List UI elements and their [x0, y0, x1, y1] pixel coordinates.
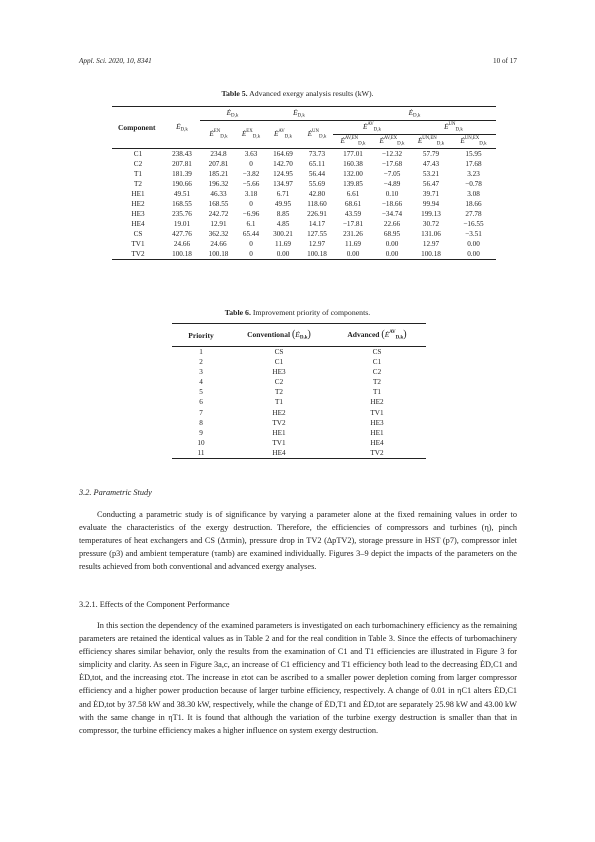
table6-row [172, 347, 426, 357]
table5-component-cell: C2 [133, 160, 143, 168]
table6-advanced-cell: TV2 [370, 448, 384, 457]
table6-conventional-cell: TV1 [272, 438, 286, 447]
table5-value-cell: 0 [249, 240, 253, 248]
table6-priority-cell: 4 [199, 378, 203, 387]
table5-value-cell: 127.55 [307, 230, 327, 238]
table6-advanced-cell: HE1 [370, 428, 384, 437]
table5-value-cell: 3.08 [467, 190, 480, 198]
table5-value-cell: 68.95 [383, 230, 401, 238]
table6-priority-cell: 2 [199, 358, 203, 367]
table5-value-cell: 14.17 [308, 220, 326, 228]
table6-conventional-cell: CS [274, 348, 284, 356]
table5-value-cell: 4.85 [276, 220, 290, 228]
table6-conventional-cell: TV2 [272, 418, 286, 427]
table5-value-cell: 6.71 [276, 190, 290, 198]
table6-row [172, 377, 426, 387]
table5-value-cell: 196.32 [208, 180, 229, 188]
table5-value-cell: 362.32 [208, 230, 229, 238]
table5-component-cell: TV2 [131, 250, 145, 258]
table5-value-cell: 56.47 [422, 180, 440, 188]
table5-header-en: $Ė^{EN}_{D,k}$ [209, 129, 228, 140]
table5-value-cell: 49.51 [173, 190, 191, 198]
table5-component-header: Component [118, 123, 156, 132]
table5-value-cell: 3.18 [244, 190, 258, 198]
table5-value-cell: 242.72 [208, 210, 229, 218]
table5-row [112, 209, 496, 219]
table5-value-cell: 132.00 [343, 170, 363, 178]
table5-header-un: $Ė^{UN}_{D,k}$ [307, 129, 327, 140]
table6-priority-cell: 6 [199, 398, 203, 407]
table5-value-cell: −34.74 [381, 210, 403, 218]
table6-advanced-cell: C2 [372, 368, 382, 377]
table5-value-cell: 46.33 [210, 190, 227, 198]
table6-advanced-cell: T1 [373, 388, 381, 397]
table5-row [112, 189, 496, 199]
table5-value-cell: 47.43 [422, 160, 440, 168]
table6-advanced-cell: TV1 [370, 408, 384, 417]
table5-row [112, 229, 496, 239]
table5-value-cell: 12.97 [308, 240, 326, 248]
table5-caption-text: Advanced exergy analysis results (kW). [249, 89, 374, 98]
table6-priority-header: Priority [188, 330, 214, 340]
table5-value-cell: 6.1 [246, 220, 256, 228]
table5-value-cell: 118.60 [307, 200, 327, 208]
table6-row [172, 408, 426, 418]
table5-value-cell: −4.89 [383, 180, 401, 188]
table6-conventional-cell: HE4 [272, 448, 286, 457]
table5-value-cell: 99.94 [422, 200, 440, 208]
table6-row [172, 428, 426, 438]
table6-conventional-label: Conventional [247, 330, 291, 340]
table5-component-cell: HE1 [131, 190, 145, 198]
table5-value-cell: 131.06 [421, 230, 441, 238]
table6-conventional-cell: C2 [274, 378, 284, 387]
table5-component-cell: CS [133, 230, 143, 238]
table5-row [112, 199, 496, 209]
table5-value-cell: 199.13 [421, 210, 441, 218]
table5-value-cell: 12.97 [422, 240, 440, 248]
table5-header-av-en: $Ė^{AV,EN}_{D,k}$ [340, 136, 366, 147]
table5-component-cell: HE2 [131, 200, 145, 208]
table5-value-cell: 53.21 [422, 170, 440, 178]
table5-value-cell: 168.55 [208, 200, 229, 208]
table5-value-cell: 73.73 [308, 150, 326, 158]
table5-value-cell: −17.81 [342, 220, 364, 228]
table5-value-cell: 160.38 [343, 160, 363, 168]
table6-conventional-cell: T1 [275, 398, 283, 407]
table5-value-cell: 24.66 [173, 240, 191, 248]
table5-value-cell: −0.78 [465, 180, 482, 188]
table6-row [172, 397, 426, 407]
table5-value-cell: 65.44 [242, 230, 260, 238]
table5-caption-label: Table 5. [221, 89, 248, 98]
table6-priority-cell: 9 [199, 428, 203, 437]
table5-component-cell: T2 [134, 180, 142, 188]
table6-advanced-cell: T2 [373, 378, 381, 387]
table6-row [172, 367, 426, 377]
table5-value-cell: 27.78 [465, 210, 482, 218]
table5-component-cell: TV1 [131, 240, 145, 248]
table6-conventional-cell: HE1 [272, 428, 286, 437]
table5-value-cell: 134.97 [273, 180, 293, 188]
table5-value-cell: 17.68 [465, 160, 482, 168]
table5-value-cell: 207.81 [208, 160, 229, 168]
table5-value-cell: 42.80 [308, 190, 326, 198]
table5-value-cell: 300.21 [273, 230, 293, 238]
table6-advanced-header: Advanced $(Ė^{AV}_{D,k})$ [347, 329, 407, 341]
table5-value-cell: 30.72 [422, 220, 440, 228]
table5-value-cell: 226.91 [307, 210, 327, 218]
journal-citation: Appl. Sci. 2020, 10, 8341 [79, 57, 152, 65]
table6-caption-label: Table 6. [224, 308, 251, 317]
table5-header-un-ex: $Ė^{UN,EX}_{D,k}$ [460, 136, 487, 147]
table5-value-cell: 100.18 [307, 250, 327, 258]
table5-value-cell: 11.69 [275, 240, 291, 248]
table5-value-cell: 0.10 [385, 190, 399, 198]
table5-value-cell: 56.44 [308, 170, 326, 178]
table5-value-cell: 427.76 [172, 230, 192, 238]
table6-conventional-cell: HE2 [272, 408, 286, 417]
table5-value-cell: 0.00 [276, 250, 290, 258]
table6-row [172, 387, 426, 397]
table5-value-cell: 19.01 [173, 220, 191, 228]
table5-value-cell: 8.85 [276, 210, 290, 218]
advanced-exergy-table [112, 106, 496, 260]
table6-advanced-cell: HE4 [370, 438, 384, 447]
table5-component-cell: HE3 [131, 210, 145, 218]
table6-advanced-label: Advanced [347, 330, 380, 340]
table5-value-cell: 234.8 [210, 150, 227, 158]
table5-value-cell: −6.96 [242, 210, 260, 218]
table5-value-cell: −3.51 [465, 230, 482, 238]
table5-value-cell: 164.69 [273, 150, 293, 158]
table5-header-ex: $Ė^{EX}_{D,k}$ [241, 129, 261, 140]
table5-value-cell: 68.61 [344, 200, 362, 208]
table5-component-cell: HE4 [131, 220, 145, 228]
table5-value-cell: 238.43 [172, 150, 192, 158]
table6-priority-cell: 1 [199, 348, 203, 356]
table5-header-av-ex: $Ė^{AV,EX}_{D,k}$ [379, 136, 405, 147]
table5-value-cell: 185.21 [208, 170, 229, 178]
table5-value-cell: 11.69 [345, 240, 361, 248]
table5-value-cell: 3.63 [244, 150, 258, 158]
table5-value-cell: 181.39 [172, 170, 192, 178]
table6-advanced-cell: HE3 [370, 418, 384, 427]
table5-component-cell: C1 [133, 150, 143, 158]
table5-component-cell: T1 [134, 170, 142, 178]
table5-value-cell: 3.23 [467, 170, 480, 178]
table6-row [172, 448, 426, 459]
table5-value-cell: 49.95 [274, 200, 292, 208]
paragraph-component-performance: In this section the dependency of the examined parameters is investigated on each turbomachinery efficiency as the remaining parameters are retained the identical values as in Table 2 and for the real condition in Table 3. Since the effects of turbomachinery efficiency shares similar behavior, only the results from the examination of C1 and T1 efficiencies are illustrated in Figure 3 for simplicity and clarity. As seen in Figure 3a,c, an increase of C1 efficiency and T1 efficiency both lead to the decreasing ĖD,C1 and ĖD,tot, and the increasing εtot. The increase in εtot can be ascribed to a smaller power depletion coming from larger compressor efficiency and a higher power production because of larger turbine efficiency, respectively. A change of 0.01 in ηC1 alters ĖD,C1 and ĖD,tot by 37.58 kW and 38.30 kW, respectively, while the change of ĖD,T1 and ĖD,tot are separately 25.98 kW and 43.00 kW with the same change in ηT1. It is found that although the variation of the turbine exergy destruction is smaller than that in compressor, the turbine efficiency makes a higher influence on system exergy destruction. [79, 621, 517, 735]
table5-value-cell: 235.76 [172, 210, 192, 218]
table5-header-group-ed-en-ex: $Ė_{D,k}$ [200, 107, 265, 121]
table5-value-cell: 0.00 [346, 250, 360, 258]
page-number: 10 of 17 [493, 57, 517, 65]
table5-value-cell: 57.79 [422, 150, 440, 158]
table6-caption [0, 308, 595, 317]
table6-priority-cell: 7 [199, 408, 203, 417]
table5-header-un-en: $Ė^{UN,EN}_{D,k}$ [417, 136, 445, 147]
table5-value-cell: 207.81 [172, 160, 192, 168]
table5-value-cell: −3.82 [242, 170, 260, 178]
table5-value-cell: 0 [249, 250, 253, 258]
table6-conventional-cell: HE3 [272, 368, 286, 377]
table5-row [112, 249, 496, 260]
table5-value-cell: 15.95 [465, 150, 482, 158]
table6-priority-cell: 8 [199, 418, 203, 427]
table6-row [172, 357, 426, 367]
table5-header-group-ed-split: $Ė_{D,k}$ [333, 107, 496, 121]
table6-advanced-cell: HE2 [370, 398, 384, 407]
table5-header-av-group: $Ė^{AV}_{D,k}$ [333, 121, 411, 135]
section-title: 3.2. Parametric Study [79, 488, 152, 497]
table5-value-cell: 100.18 [421, 250, 441, 258]
table5-row [112, 149, 496, 159]
table6-conventional-cell: T2 [275, 388, 283, 397]
table5-value-cell: 43.59 [344, 210, 362, 218]
table6-advanced-cell: C1 [372, 358, 382, 367]
table5-value-cell: 142.70 [273, 160, 293, 168]
table5-value-cell: −12.32 [381, 150, 403, 158]
table5-header-un-group: $Ė^{UN}_{D,k}$ [411, 121, 496, 135]
table5-value-cell: 24.66 [210, 240, 227, 248]
table5-value-cell: −5.66 [242, 180, 260, 188]
table5-value-cell: 0.00 [385, 250, 399, 258]
table5-row [112, 239, 496, 249]
table6-advanced-cell: CS [372, 348, 382, 356]
table6-conventional-header: Conventional $(Ė_{D,k})$ [247, 329, 311, 341]
table5-header-group-ed-av-un: $Ė_{D,k}$ [265, 107, 333, 121]
table5-header-ed: $Ė_{D,k}$ [176, 122, 188, 133]
table6-priority-cell: 5 [199, 388, 203, 397]
table5-value-cell: 12.91 [210, 220, 227, 228]
table5-row [112, 179, 496, 189]
improvement-priority-table [172, 323, 426, 459]
table5-value-cell: 190.66 [172, 180, 192, 188]
table5-row [112, 169, 496, 179]
table5-value-cell: 100.18 [208, 250, 229, 258]
table5-value-cell: 0.00 [467, 240, 480, 248]
table5-row [112, 219, 496, 229]
table5-caption [0, 89, 595, 98]
table5-value-cell: 65.11 [309, 160, 325, 168]
table5-value-cell: 168.55 [172, 200, 192, 208]
table5-value-cell: 6.61 [346, 190, 360, 198]
table5-value-cell: 22.66 [383, 220, 401, 228]
table6-conventional-cell: C1 [274, 358, 284, 367]
table5-header-av: $Ė^{AV}_{D,k}$ [273, 129, 293, 140]
table5-value-cell: 0.00 [467, 250, 480, 258]
table5-value-cell: 39.71 [422, 190, 440, 198]
table5-value-cell: 55.69 [308, 180, 326, 188]
table5-value-cell: 0 [249, 200, 253, 208]
table5-value-cell: 231.26 [343, 230, 363, 238]
table5-value-cell: −7.05 [383, 170, 401, 178]
table5-value-cell: 0.00 [385, 240, 399, 248]
table6-priority-cell: 3 [199, 368, 203, 377]
table6-priority-cell: 10 [197, 438, 205, 447]
table5-value-cell: 0 [249, 160, 253, 168]
subsection-title: 3.2.1. Effects of the Component Performance [79, 600, 230, 609]
table5-value-cell: 139.85 [343, 180, 363, 188]
table6-caption-text: Improvement priority of components. [252, 308, 371, 317]
table6-row [172, 418, 426, 428]
table5-value-cell: 124.95 [273, 170, 293, 178]
table6-priority-cell: 11 [197, 448, 205, 457]
table5-value-cell: 18.66 [465, 200, 482, 208]
paragraph-parametric-study: Conducting a parametric study is of significance by varying a parameter alone at the fixed remaining values in order to evaluate the characteristics of the exergy destruction. Therefore, the efficiencies of compressors and turbines (η), pinch temperatures of heat exchangers and CS (Δτmin), pressure drop in TV2 (ΔpTV2), storage pressure in HST (p7), compressor inlet pressure (p3) and ambient temperature (τamb) are examined individually. Figures 3–9 depict the impacts of the parameters on the results achieved from both conventional and advanced exergy analyses. [79, 510, 517, 572]
table5-value-cell: −18.66 [381, 200, 403, 208]
table5-value-cell: 100.18 [172, 250, 192, 258]
table6-row [172, 438, 426, 448]
table5-value-cell: −17.68 [381, 160, 403, 168]
table5-value-cell: −16.55 [463, 220, 484, 228]
table5-value-cell: 177.01 [343, 150, 363, 158]
table5-row [112, 159, 496, 169]
